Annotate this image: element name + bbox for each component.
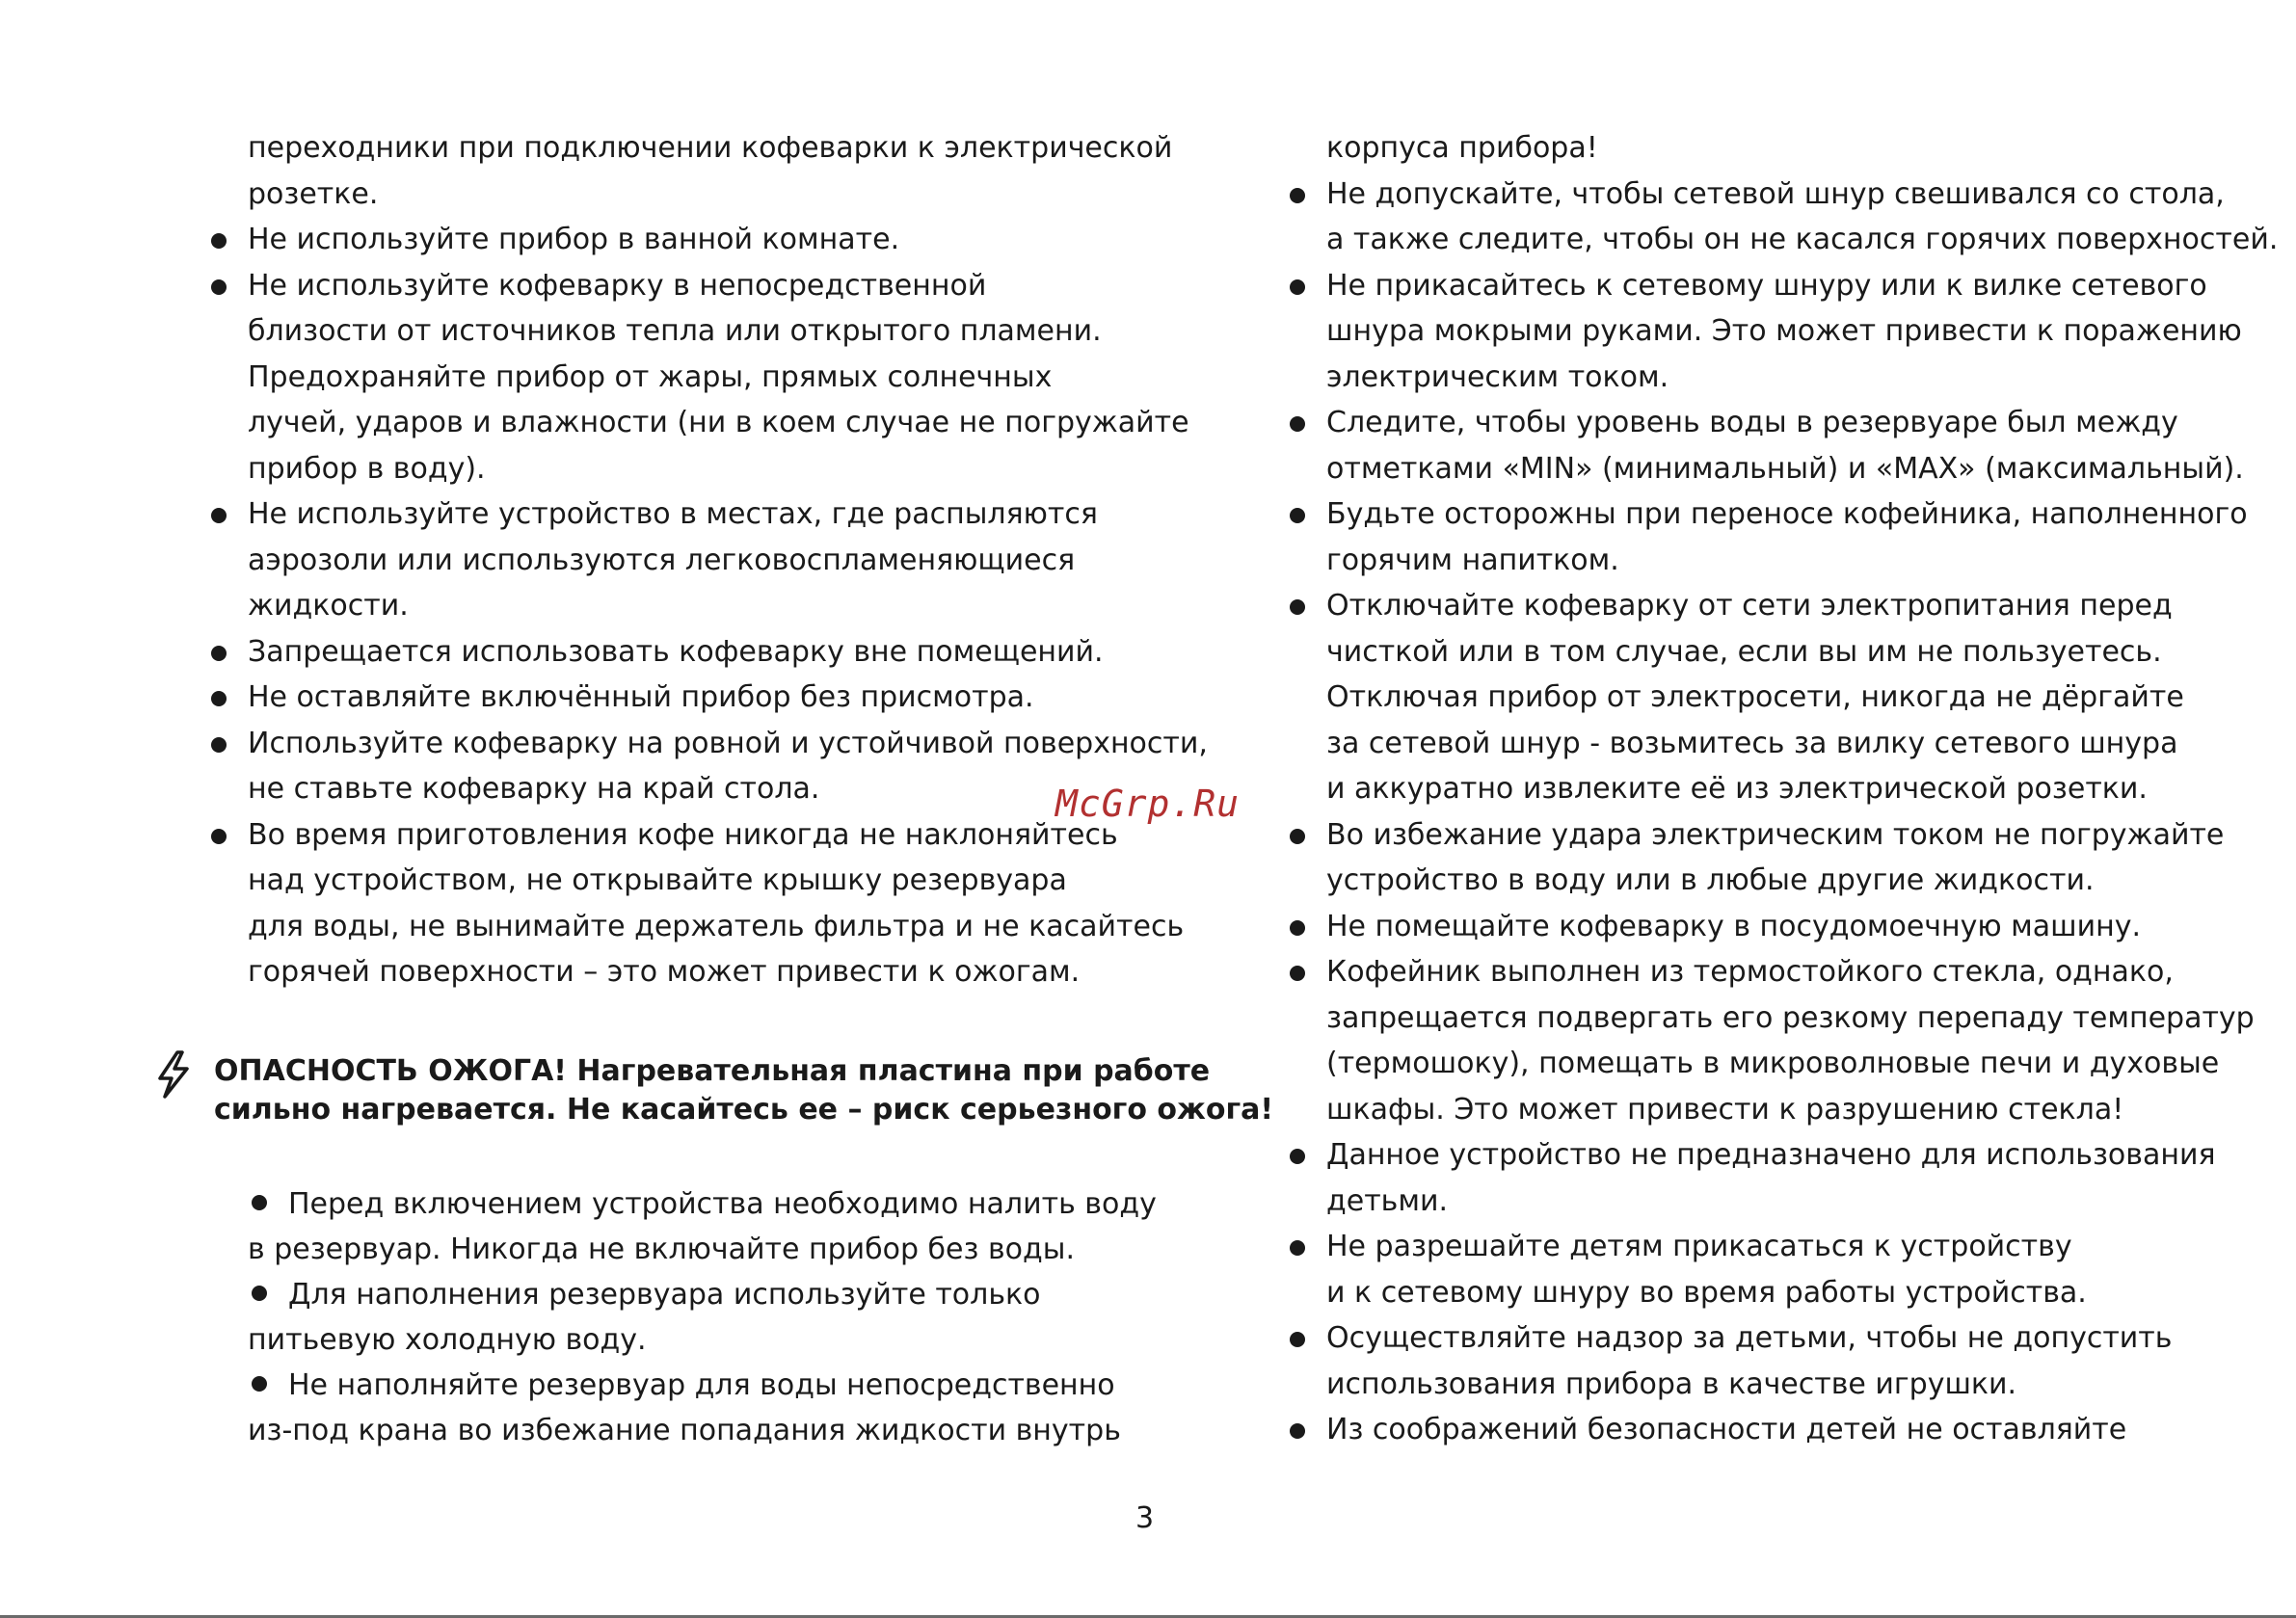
line-text: Будьте осторожны при переносе кофейника, наполненного (1326, 497, 2248, 531)
line-text: шкафы. Это может привести к разрушению стекла! (1326, 1092, 2124, 1127)
bullet-icon (1290, 920, 1305, 936)
line-text: розетке. (248, 176, 379, 211)
list-item-continuation (1286, 1087, 2211, 1133)
line-text: Не помещайте кофеварку в посудомоечную машину. (1326, 909, 2142, 943)
list-item-continuation (207, 125, 1171, 172)
list-item-continuation (1286, 538, 2211, 584)
line-text: Не наполняйте резервуар для воды непосредственно (288, 1368, 1115, 1402)
line-text: аэрозоли или используются легковоспламеняющиеся (248, 543, 1076, 577)
line-text: прибор в воду). (248, 451, 486, 486)
list-item-start (1286, 583, 2211, 629)
bullet-icon (1290, 508, 1305, 523)
list-item-continuation (207, 400, 1189, 446)
line-text: Запрещается использовать кофеварку вне помещений. (248, 634, 1104, 669)
bullet-icon (211, 691, 227, 706)
list-item-start (1286, 904, 2211, 950)
line-text: жидкости. (248, 589, 409, 623)
list-item-start (207, 629, 1171, 676)
line-text: близости от источников тепла или открытого пламени. (248, 314, 1102, 348)
bullet-icon (211, 279, 227, 295)
list-item-continuation (207, 446, 1171, 492)
list-item-start (1286, 172, 2225, 218)
line-text: за сетевой шнур - возьмитесь за вилку сетевого шнура (1326, 726, 2178, 760)
list-item-start (248, 1181, 1163, 1227)
line-text: Не используйте кофеварку в непосредственной (248, 268, 987, 303)
list-item-start (1286, 491, 2248, 538)
line-text: и к сетевому шнуру во время работы устройства. (1326, 1275, 2087, 1310)
line-text: из-под крана во избежание попадания жидкости внутрь (248, 1414, 1121, 1447)
list-item-start (248, 1272, 1163, 1317)
list-item-start (207, 263, 1171, 309)
line-text: Не прикасайтесь к сетевому шнуру или к вилке сетевого (1326, 268, 2207, 303)
list-item-continuation (1286, 1179, 2211, 1225)
list-item-continuation (207, 949, 1171, 995)
list-item-continuation (207, 904, 1185, 950)
line-text: лучей, ударов и влажности (ни в коем случае не погружайте (248, 406, 1189, 439)
line-text: отметками «MIN» (минимальный) и «MAX» (максимальный). (1326, 451, 2244, 486)
line-text: Предохраняйте прибор от жары, прямых солнечных (248, 359, 1053, 394)
line-text: Кофейник выполнен из термостойкого стекла, однако, (1326, 955, 2174, 989)
list-item-continuation (1286, 629, 2211, 676)
bullet-icon (1290, 1240, 1305, 1256)
list-item-start (1286, 949, 2211, 995)
bullet-icon (1290, 1423, 1305, 1439)
list-item-continuation (248, 1408, 1163, 1453)
line-text: корпуса прибора! (1326, 131, 1598, 165)
line-text: переходники при подключении кофеварки к электрической (248, 131, 1173, 165)
list-item-continuation (1286, 675, 2211, 721)
line-text: Не используйте прибор в ванной комнате. (248, 223, 900, 256)
list-item-continuation (1286, 1041, 2220, 1087)
right-column (1286, 125, 2279, 1453)
list-item-continuation (1286, 308, 2242, 355)
list-item-start (1286, 263, 2211, 309)
warning-text (214, 1052, 1273, 1129)
line-text: шнура мокрыми руками. Это может привести к поражению (1326, 314, 2242, 348)
list-item-start (207, 721, 1208, 767)
line-text: Не используйте устройство в местах, где распыляются (248, 497, 1098, 531)
list-item-start (1286, 1315, 2211, 1362)
line-text: запрещается подвергать его резкому перепаду температур (1326, 1000, 2255, 1035)
bullet-icon (252, 1286, 267, 1301)
list-item-start (207, 491, 1171, 538)
list-item-continuation (248, 1227, 1163, 1272)
list-item-continuation (207, 538, 1171, 584)
line-text: Во время приготовления кофе никогда не наклоняйтесь (248, 817, 1118, 852)
line-text: Осуществляйте надзор за детьми, чтобы не допустить (1326, 1321, 2173, 1355)
list-item-continuation (1286, 125, 2211, 172)
line-text: не ставьте кофеварку на край стола. (248, 772, 820, 806)
list-item-start (207, 812, 1171, 859)
bullet-icon (211, 646, 227, 661)
lightning-bolt-icon (154, 1050, 193, 1099)
line-text: Перед включением устройства необходимо налить воду (288, 1187, 1157, 1221)
list-item-continuation (1286, 858, 2211, 904)
bullet-icon (1290, 279, 1305, 295)
list-item-continuation (248, 1317, 1163, 1363)
list-item-start (1286, 400, 2211, 446)
line-text: и аккуратно извлеките её из электрической розетки. (1326, 772, 2148, 806)
line-text: Не разрешайте детям прикасаться к устройству (1326, 1230, 2072, 1263)
bullet-icon (211, 829, 227, 844)
line-text: над устройством, не открывайте крышку резервуара (248, 863, 1067, 897)
left-column (207, 125, 1208, 995)
bullet-icon (1290, 1149, 1305, 1164)
list-item-continuation (1286, 217, 2279, 263)
list-item-continuation (207, 858, 1171, 904)
watermark: McGrp.Ru (1055, 782, 1241, 825)
warning-line-2: сильно нагревается. Не касайтесь ее – риск серьезного ожога! (214, 1093, 1274, 1127)
list-item-continuation (1286, 355, 2211, 401)
line-text: Из соображений безопасности детей не оставляйте (1326, 1413, 2127, 1446)
bullet-icon (252, 1376, 267, 1392)
list-item-start (1286, 1224, 2211, 1270)
bullet-icon (1290, 416, 1305, 432)
bullet-icon (1290, 829, 1305, 844)
line-text: Не допускайте, чтобы сетевой шнур свешивался со стола, (1326, 176, 2225, 211)
line-text: Отключая прибор от электросети, никогда не дёргайте (1326, 680, 2184, 714)
bullet-icon (252, 1195, 267, 1210)
list-item-continuation (207, 766, 1171, 812)
list-item-continuation (1286, 721, 2211, 767)
bullet-icon (211, 233, 227, 249)
bullet-icon (1290, 188, 1305, 203)
warning-line-1: ОПАСНОСТЬ ОЖОГА! Нагревательная пластина при работе (214, 1054, 1211, 1088)
line-text: Данное устройство не предназначено для использования (1326, 1138, 2216, 1172)
list-item-start (1286, 1132, 2216, 1179)
list-item-continuation (207, 355, 1171, 401)
list-item-continuation (207, 172, 1171, 218)
bullet-icon (1290, 1332, 1305, 1347)
list-item-start (207, 675, 1171, 721)
line-text: для воды, не вынимайте держатель фильтра и не касайтесь (248, 909, 1185, 943)
list-item-start (207, 217, 1171, 263)
bullet-icon (1290, 599, 1305, 615)
page-number: 3 (1135, 1501, 1155, 1535)
bullet-icon (1290, 966, 1305, 981)
line-text: горячей поверхности – это может привести к ожогам. (248, 955, 1081, 989)
line-text: детьми. (1326, 1183, 1449, 1218)
list-item-start (248, 1363, 1163, 1408)
line-text: Следите, чтобы уровень воды в резервуаре был между (1326, 406, 2178, 439)
bullet-icon (211, 508, 227, 523)
line-text: Не оставляйте включённый прибор без присмотра. (248, 680, 1034, 714)
line-text: Отключайте кофеварку от сети электропитания перед (1326, 589, 2173, 623)
list-item-continuation (1286, 995, 2255, 1042)
water-instructions-list (248, 1181, 1163, 1453)
list-item-continuation (1286, 766, 2211, 812)
line-text: а также следите, чтобы он не касался горячих поверхностей. (1326, 223, 2279, 256)
bullet-icon (211, 737, 227, 753)
line-text: электрическим током. (1326, 359, 1669, 394)
line-text: Используйте кофеварку на ровной и устойчивой поверхности, (248, 726, 1208, 760)
list-item-start (1286, 812, 2225, 859)
line-text: Для наполнения резервуара используйте только (288, 1278, 1041, 1312)
list-item-continuation (207, 308, 1171, 355)
list-item-continuation (1286, 446, 2244, 492)
line-text: в резервуар. Никогда не включайте прибор без воды. (248, 1233, 1076, 1266)
line-text: горячим напитком. (1326, 543, 1619, 577)
line-text: устройство в воду или в любые другие жидкости. (1326, 863, 2095, 897)
list-item-start (1286, 1407, 2211, 1453)
list-item-continuation (1286, 1270, 2211, 1316)
line-text: Во избежание удара электрическим током не погружайте (1326, 817, 2225, 852)
line-text: питьевую холодную воду. (248, 1323, 647, 1357)
line-text: (термошоку), помещать в микроволновые печи и духовые (1326, 1047, 2220, 1080)
line-text: чисткой или в том случае, если вы им не пользуетесь. (1326, 634, 2162, 669)
list-item-continuation (1286, 1362, 2211, 1408)
line-text: использования прибора в качестве игрушки. (1326, 1366, 2017, 1401)
list-item-continuation (207, 583, 1171, 629)
